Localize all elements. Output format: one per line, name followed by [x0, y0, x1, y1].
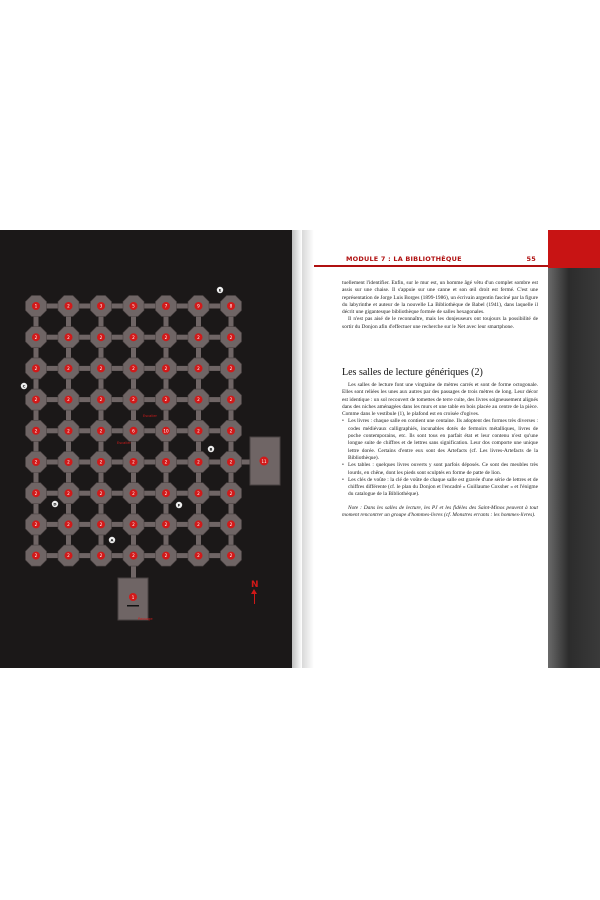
- section-paragraph: Les salles de lecture font une vingtaine de mètres carrés et sont de forme octogonale. Elles sont reliées les unes aux autres par des passages de trois mètres de long. Leur décor est identique : un sol recouvert de tomettes de terre cuite, des livres soigneusement alignés dans des niches aménagées dans les murs et une table en bois placée au centre de la pièce. Comme dans le vestibule (1), le plafond est en croisée d'ogives.: [342, 382, 538, 418]
- room-number: 2: [34, 459, 38, 465]
- room-number: 2: [67, 303, 70, 309]
- room-number: 2: [197, 428, 200, 434]
- dungeon-map: [0, 0, 292, 668]
- room-number: 2: [164, 553, 168, 559]
- compass-north-label: N: [251, 580, 259, 590]
- room-number: 2: [164, 490, 168, 496]
- room-number: 2: [229, 522, 233, 527]
- room-number: 2: [229, 428, 233, 434]
- room-number: 2: [67, 490, 70, 496]
- section-title: Les salles de lecture génériques (2): [342, 367, 483, 378]
- marker-label: B: [209, 446, 213, 452]
- room-number: 2: [197, 397, 200, 403]
- room-number: 2: [34, 490, 38, 496]
- room-number: 2: [164, 366, 168, 371]
- room-number: 2: [132, 459, 135, 465]
- marker-label: A: [110, 537, 114, 543]
- room-number: 2: [67, 334, 70, 340]
- header-rule: [314, 265, 548, 267]
- next-page-edge: [548, 230, 600, 668]
- room-number: 2: [197, 459, 200, 465]
- room-number: 2: [34, 522, 38, 527]
- room-number: 2: [34, 334, 38, 340]
- room-number: 2: [67, 366, 70, 371]
- room-number: 2: [197, 334, 200, 340]
- room-number: 11: [261, 459, 267, 464]
- room-number: 7: [164, 303, 168, 309]
- room-number: 2: [132, 334, 135, 340]
- room-number: 2: [99, 522, 103, 527]
- room-number: 2: [164, 397, 168, 403]
- room-number: 2: [132, 366, 135, 371]
- stairs-mark: [127, 605, 139, 607]
- page-header: [318, 252, 544, 266]
- room-number: 2: [164, 459, 168, 465]
- section-body: [342, 382, 538, 519]
- room-number: 2: [229, 397, 233, 403]
- room-number: 2: [34, 553, 38, 559]
- intro-text: [342, 280, 538, 331]
- note-paragraph: Note : Dans les salles de lecture, les PJ et les fidèles des Saint-Minos peuvent à tout moment rencontrer un groupe d'hommes-livres (cf. Monstres errants : les hommes-livres).: [342, 504, 538, 519]
- red-annotation: Escalier: [143, 414, 158, 418]
- compass-arrow-shaft: [254, 592, 255, 604]
- intro-paragraph-2: Il n'est pas aisé de le reconnaître, mais les donjeuseurs ont toujours la possibilité de sortir du Donjon afin d'effectuer une recherche sur le Net avec leur smartphone.: [342, 316, 538, 330]
- room-number: 2: [229, 553, 233, 559]
- page-number: 55: [526, 255, 536, 263]
- room-number: 10: [163, 428, 169, 434]
- room-number: 2: [34, 397, 38, 403]
- room-number: 5: [132, 303, 135, 309]
- room-number: 2: [132, 490, 135, 496]
- room-number: 2: [99, 459, 103, 465]
- marker-label: E: [218, 287, 222, 293]
- room-number: 6: [132, 428, 135, 434]
- room-number: 1: [34, 303, 38, 309]
- room-number: 2: [197, 366, 200, 371]
- room-number: 2: [34, 428, 38, 434]
- red-tab: [548, 230, 600, 268]
- room-number: 2: [132, 522, 135, 527]
- room-number: 2: [67, 397, 70, 403]
- room-number: 2: [197, 522, 200, 527]
- room-number: 1: [131, 595, 135, 600]
- room-number: 2: [229, 490, 233, 496]
- room-number: 2: [164, 334, 168, 340]
- bullet-books: • Les livres : chaque salle en contient une centaine. Ils adoptent des formes très diverses : codes médiévaux calligraphiés, incunables dotés de fermoirs métalliques, livres de poche contemporains, etc. Ils sont tous en parfait état et leur contenu n'est qu'une longue suite de chiffres et de lettres sans signification. Leur dos comporte une unique lettre dorée. Certains d'entre eux sont des Artefacts (cf. Les livres-Artefacts de la Bibliothèque).: [342, 418, 538, 462]
- page-gutter: [292, 230, 302, 668]
- bullet-keystones: • Les clés de voûte : la clé de voûte de chaque salle est gravée d'une série de lettres et de chiffres différente (cf. le plan du Donjon et l'encadré « Guillaume Coxsher » et l'énigme du catalogue de la Bibliothèque).: [342, 477, 538, 499]
- room-number: 2: [67, 522, 70, 527]
- marker-label: D: [53, 501, 57, 507]
- room-number: 2: [34, 366, 38, 371]
- chapter-title: MODULE 7 : LA BIBLIOTHÈQUE: [346, 255, 462, 263]
- room-number: 2: [197, 553, 200, 559]
- room-number: 3: [99, 303, 103, 309]
- room-number: 2: [229, 366, 233, 371]
- room-number: 2: [67, 428, 70, 434]
- room-number: 9: [197, 303, 200, 309]
- room-number: 2: [164, 522, 168, 527]
- red-annotation: Passage: [138, 617, 153, 621]
- room-number: 2: [132, 553, 135, 559]
- room-number: 2: [67, 459, 70, 465]
- intro-paragraph: tuellement l'identifier. Enfin, sur le mur est, un homme âgé vêtu d'un complet sombre est assis sur une chaise. Il s'appuie sur une canne et son œil droit est fermé. C'est une représentation de Jorge Luis Borges (1899-1986), un écrivain argentin fasciné par la figure du labyrinthe et auteur de la nouvelle La Bibliothèque de Babel (1941), dans laquelle il décrit une gigantesque bibliothèque formée de salles hexagonales.: [342, 280, 538, 316]
- room-number: 2: [99, 553, 103, 559]
- room-number: 2: [99, 428, 103, 434]
- room-number: 2: [229, 334, 233, 340]
- room-number: 2: [99, 366, 103, 371]
- gutter-shadow: [302, 230, 314, 668]
- red-annotation: Escalier: [117, 441, 132, 445]
- marker-label: C: [22, 383, 26, 389]
- room-number: 2: [99, 397, 103, 403]
- room-number: 2: [132, 397, 135, 403]
- room-number: 2: [67, 553, 70, 559]
- room-number: 8: [229, 303, 233, 309]
- marker-label: F: [177, 502, 181, 508]
- room-number: 2: [99, 334, 103, 340]
- room-number: 2: [229, 459, 233, 465]
- room-number: 2: [99, 490, 103, 496]
- bullet-tables: • Les tables : quelques livres ouverts y sont parfois déposés. Ce sont des meubles très lourds, en chêne, dont les pieds sont sculptés en forme de patte de lion.: [342, 462, 538, 477]
- room-number: 2: [197, 490, 200, 496]
